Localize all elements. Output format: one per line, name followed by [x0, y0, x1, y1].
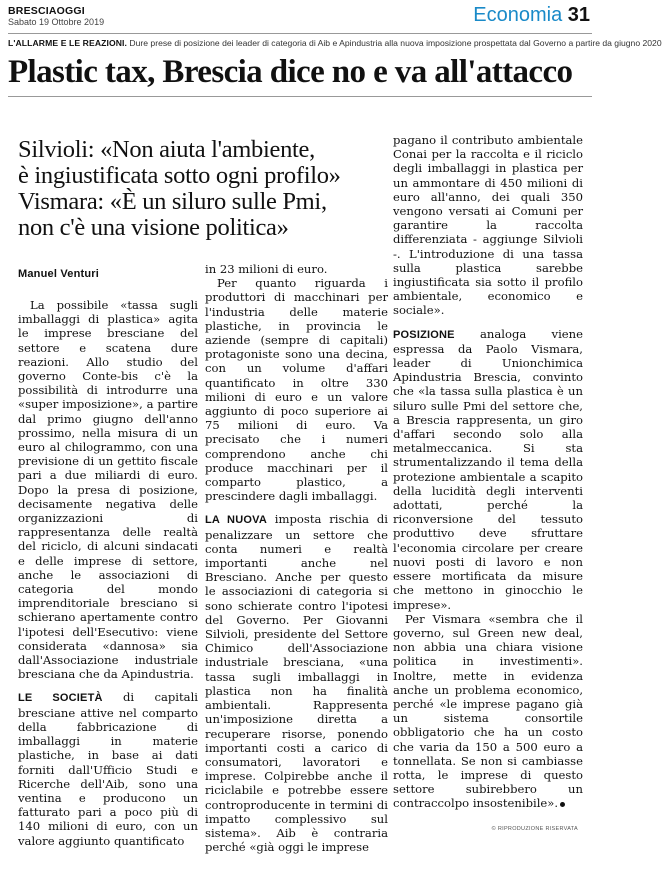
kicker-text: Dure prese di posizione dei leader di categoria di Aib e Apindustria alla nuova imposizione prospettata dal Governo a partire da giugno 2020	[129, 38, 662, 48]
masthead	[8, 6, 104, 28]
paragraph-lead: POSIZIONE	[393, 328, 455, 341]
subheadline	[18, 137, 383, 241]
paragraph-lead: LE SOCIETÀ	[18, 692, 103, 705]
paragraph	[393, 327, 583, 612]
copyright-notice: © RIPRODUZIONE RISERVATA	[491, 826, 578, 832]
paragraph: Per quanto riguarda i produttori di macchinari per l'industria delle materie plastiche, in provincia le aziende (sempre di capitali) protagoniste sono una decina, con un volume d'affari quantificato in oltre 330 milioni di euro e un valore aggiunto di poco superiore ai 75 milioni di euro. Va precisato che i numeri comprendono anche chi produce macchinari per il comparto plastico, a prescindere dagli imballaggi.	[205, 276, 388, 504]
newspaper-name: BRESCIAOGGI	[8, 5, 85, 17]
paragraph-text: analoga viene espressa da Paolo Vismara, leader di Unionchimica Apindustria Brescia, convinto che «la tassa sulla plastica è un siluro sulle Pmi del settore che, a Brescia rappresenta, un giro d'affari secondo solo alla metalmeccanica. Si sta strumentalizzando il tema della protezione ambientale a scapito della lucidità degli interventi adottati, perché la riconversione del tessuto produttivo deve sfruttare l'economia circolare per creare nuovi posti di lavoro e non essere mortificata da misure che mettono in ginocchio le imprese».	[393, 326, 583, 612]
paragraph-text: Per Vismara «sembra che il governo, sul Green new deal, non abbia una chiara visione politica in investimenti». Inoltre, mette in evidenza anche un problema economico, perché «le imprese pagano già un sistema consortile obbligatorio che ha un costo che varia da 150 a 500 euro a tonnellata. Se non si cambiasse rotta, le imprese di questo settore subirebbero un contraccolpo insostenibile».	[393, 611, 583, 811]
paragraph	[18, 690, 198, 847]
issue-date: Sabato 19 Ottobre 2019	[8, 17, 105, 27]
byline: Manuel Venturi	[18, 268, 100, 280]
kicker-label: L'ALLARME E LE REAZIONI.	[8, 38, 128, 48]
subhead-line: è ingiustificata sotto ogni profilo»	[18, 162, 341, 189]
paragraph: in 23 milioni di euro.	[205, 262, 328, 276]
paragraph: pagano il contributo ambientale Conai per la raccolta e il riciclo degli imballaggi in plastica per un ammontare di 450 milioni di euro all'anno, dei quali 350 vengono versati ai Comuni per garantire la raccolta differenziata - aggiunge Silvioli -. L'introduzione di una tassa sulla plastica sarebbe ingiustificata sia sotto il profilo ambientale, economico e sociale».	[393, 133, 583, 318]
section-header	[473, 4, 590, 27]
subhead-line: non c'è una visione politica»	[18, 214, 289, 241]
paragraph-text: imposta rischia di penalizzare un settore che conta numeri e realtà importanti anche nel Bresciano. Anche per questo le associazioni di categoria si sono schierate contro l'ipotesi del Governo. Per Giovanni Silvioli, presidente del Settore Chimico dell'Associazione industriale bresciana, «una tassa sugli imballaggi in plastica non ha finalità ambientali. Rappresenta un'imposizione diretta a recuperare risorse, ponendo importanti costi a carico di consumatori, lavoratori e imprese. Colpirebbe anche il riciclabile e potrebbe essere controproducente in termini di impatto complessivo sul sistema». Aib è contraria perché «già oggi le imprese	[205, 512, 388, 855]
paragraph	[393, 612, 583, 811]
subhead-line: Vismara: «È un siluro sulle Pmi,	[18, 188, 327, 215]
divider	[8, 33, 592, 34]
page-number: 31	[567, 4, 590, 26]
headline: Plastic tax, Brescia dice no e va all'attacco	[8, 54, 573, 90]
paragraph-text: di capitali bresciane attive nel comparto della fabbricazione di imballaggi in materie plastiche, in base ai dati forniti dall'Ufficio Studi e Ricerche dell'Aib, sono una ventina e producono un fatturato pari a poco più di 140 milioni di euro, con un valore aggiunto quantificato	[18, 690, 198, 848]
paragraph-lead: LA NUOVA	[205, 514, 267, 527]
article-column-3	[393, 133, 583, 811]
subhead-line: Silvioli: «Non aiuta l'ambiente,	[18, 136, 315, 163]
end-mark-icon	[560, 802, 565, 807]
section-name: Economia	[473, 4, 563, 26]
article-column-2	[205, 262, 388, 854]
divider	[8, 96, 592, 97]
article-column-1	[18, 298, 198, 848]
kicker	[8, 38, 662, 49]
paragraph	[205, 512, 388, 854]
paragraph: La possibile «tassa sugli imballaggi di plastica» agita le imprese bresciane del settore e scatena dure reazioni. Allo studio del governo Conte-bis c'è la possibilità di introdurre una «super imposizione», a partire dal primo giugno dell'anno prossimo, nella misura di un euro al chilogrammo, con una previsione di un gettito fiscale pari a due miliardi di euro. Dopo la presa di posizione, decisamente negativa delle organizzazioni di rappresentanza delle realtà del riciclo, di alcuni sindacati e delle imprese di settore, anche le associazioni di categoria del mondo imprenditoriale bresciano si schierano apertamente contro l'ipotesi dell'Esecutivo: viene considerata «dannosa» sia dall'Associazione industriale bresciana che da Apindustria.	[18, 298, 198, 682]
